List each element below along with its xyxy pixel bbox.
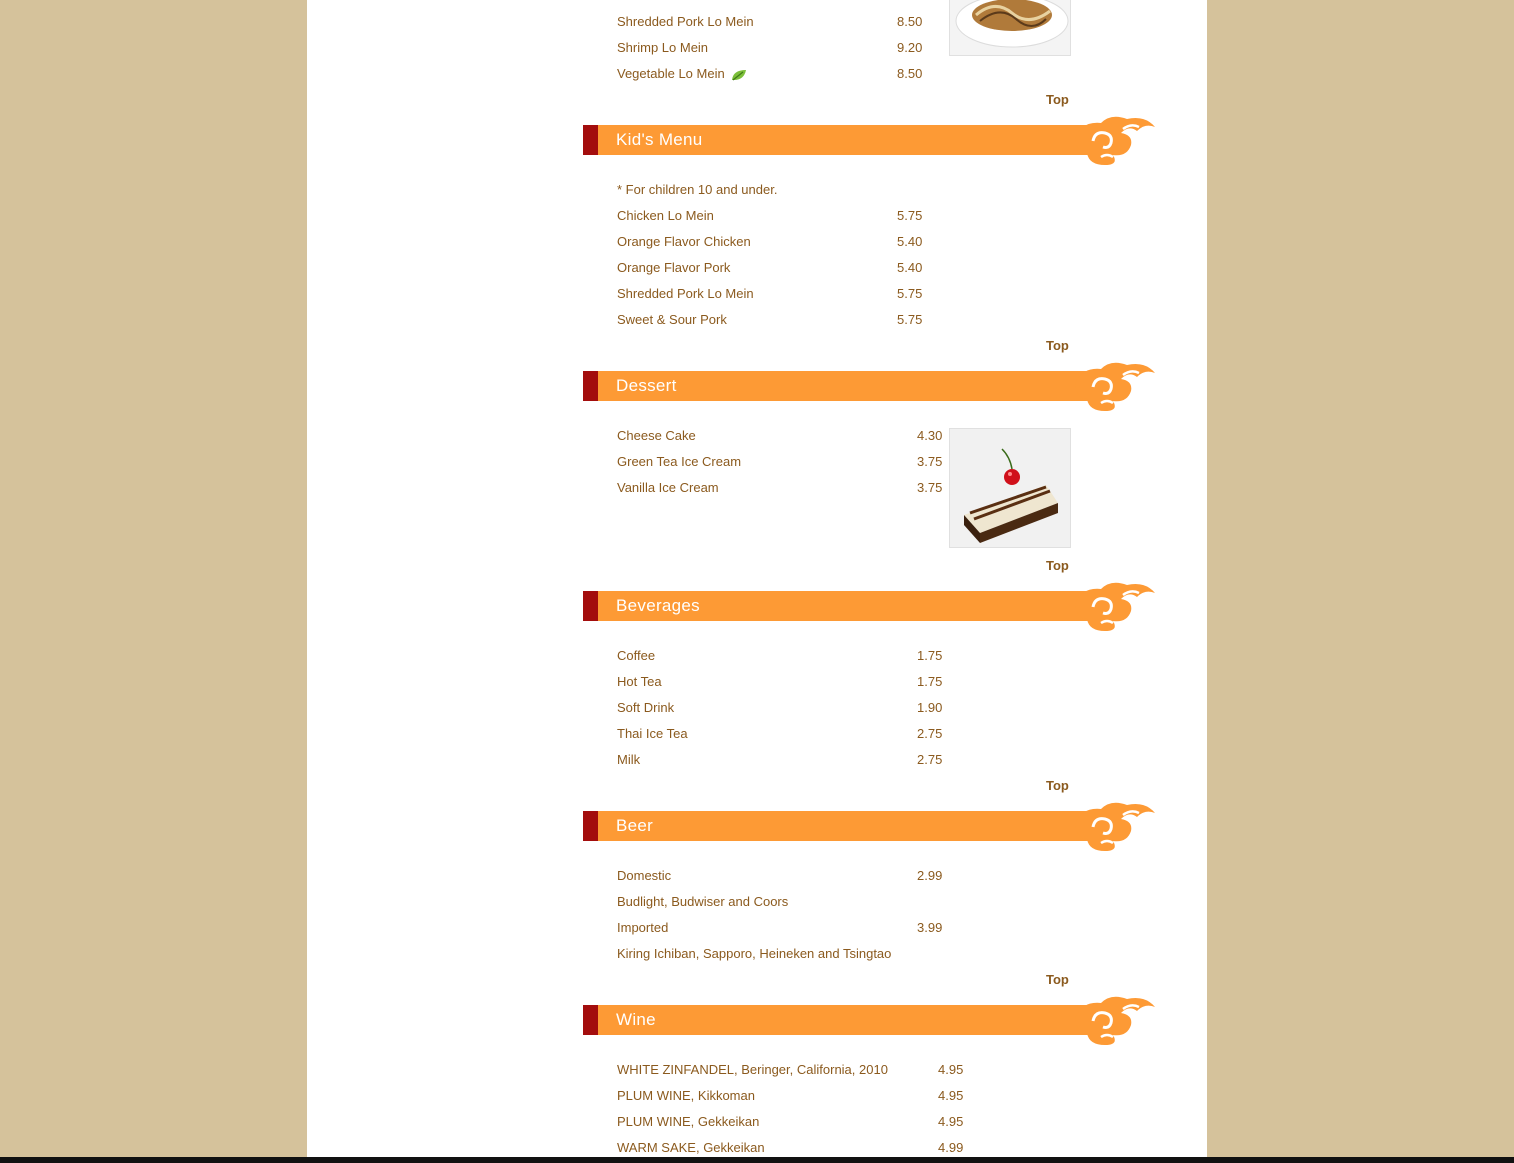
beverage-item-name: Milk <box>617 752 641 767</box>
beverage-item-name: Thai Ice Tea <box>617 726 688 741</box>
beer-item-detail: Budlight, Budwiser and Coors <box>617 894 789 909</box>
beer-item-name: Domestic <box>617 868 672 883</box>
bottom-edge-bar <box>0 1157 1514 1163</box>
beer-item-price: 3.99 <box>917 920 943 935</box>
beer-item-detail: Kiring Ichiban, Sapporo, Heineken and Tsingtao <box>617 946 892 961</box>
kids-item-name: Orange Flavor Pork <box>617 260 731 275</box>
section-title: Dessert <box>616 376 677 395</box>
wine-item-price: 4.99 <box>938 1140 964 1155</box>
kids-item-name: Orange Flavor Chicken <box>617 234 751 249</box>
lomein-item-name: Vegetable Lo Mein <box>617 66 725 81</box>
kids-item-price: 5.40 <box>897 234 923 249</box>
back-to-top-link[interactable]: Top <box>1046 778 1069 793</box>
beer-item-name: Imported <box>617 920 669 935</box>
wine-item-name: PLUM WINE, Gekkeikan <box>617 1114 760 1129</box>
beverages-header <box>583 579 1158 633</box>
kids-item-price: 5.75 <box>897 208 923 223</box>
wine-item-name: WHITE ZINFANDEL, Beringer, California, 2010 <box>617 1062 888 1077</box>
kids-note: * For children 10 and under. <box>617 182 778 197</box>
dessert-header <box>583 359 1158 413</box>
kids-item-price: 5.40 <box>897 260 923 275</box>
dessert-item-name: Green Tea Ice Cream <box>617 454 742 469</box>
cloud-ornament-icon <box>1071 799 1157 853</box>
back-to-top-link[interactable]: Top <box>1046 338 1069 353</box>
lomein-item-vegetarian <box>617 66 748 82</box>
back-to-top-link[interactable]: Top <box>1046 972 1069 987</box>
wine-item-name: PLUM WINE, Kikkoman <box>617 1088 755 1103</box>
beverage-item-price: 1.75 <box>917 674 943 689</box>
beverage-item-price: 1.90 <box>917 700 943 715</box>
back-to-top-link[interactable]: Top <box>1046 558 1069 573</box>
wine-item-price: 4.95 <box>938 1062 964 1077</box>
dessert-item-name: Cheese Cake <box>617 428 696 443</box>
beer-item-price: 2.99 <box>917 868 943 883</box>
kids-item-price: 5.75 <box>897 312 923 327</box>
beverage-item-price: 1.75 <box>917 648 943 663</box>
cloud-ornament-icon <box>1071 359 1157 413</box>
dessert-item-price: 3.75 <box>917 480 943 495</box>
lomein-item-price: 8.50 <box>897 14 923 29</box>
kids-item-name: Chicken Lo Mein <box>617 208 714 223</box>
cloud-ornament-icon <box>1071 993 1157 1047</box>
wine-item-price: 4.95 <box>938 1114 964 1129</box>
beer-header <box>583 799 1158 853</box>
section-title: Kid's Menu <box>616 130 703 149</box>
beverage-item-price: 2.75 <box>917 726 943 741</box>
lo-mein-photo <box>949 0 1071 56</box>
lomein-item-name: Shrimp Lo Mein <box>617 40 709 55</box>
beverage-item-name: Hot Tea <box>617 674 662 689</box>
leaf-icon <box>730 68 748 82</box>
dessert-item-name: Vanilla Ice Cream <box>617 480 719 495</box>
cloud-ornament-icon <box>1071 579 1157 633</box>
lomein-item-price: 8.50 <box>897 66 923 81</box>
beverage-item-name: Coffee <box>617 648 656 663</box>
cloud-ornament-icon <box>1071 113 1157 167</box>
kids-item-name: Sweet & Sour Pork <box>617 312 727 327</box>
dessert-item-price: 4.30 <box>917 428 943 443</box>
kids-menu-header <box>583 113 1158 167</box>
section-title: Beer <box>616 816 654 835</box>
cheesecake-photo <box>949 428 1071 548</box>
noodle-dish-image <box>950 0 1070 55</box>
section-title: Wine <box>616 1010 656 1029</box>
wine-header <box>583 993 1158 1047</box>
section-title: Beverages <box>616 596 700 615</box>
dessert-item-price: 3.75 <box>917 454 943 469</box>
cheesecake-image <box>950 429 1070 547</box>
wine-item-name: WARM SAKE, Gekkeikan <box>617 1140 765 1155</box>
back-to-top-link[interactable]: Top <box>1046 92 1069 107</box>
lomein-item-price: 9.20 <box>897 40 923 55</box>
kids-item-name: Shredded Pork Lo Mein <box>617 286 754 301</box>
beverage-item-price: 2.75 <box>917 752 943 767</box>
wine-item-price: 4.95 <box>938 1088 964 1103</box>
lomein-item-name: Shredded Pork Lo Mein <box>617 14 754 29</box>
beverage-item-name: Soft Drink <box>617 700 675 715</box>
kids-item-price: 5.75 <box>897 286 923 301</box>
